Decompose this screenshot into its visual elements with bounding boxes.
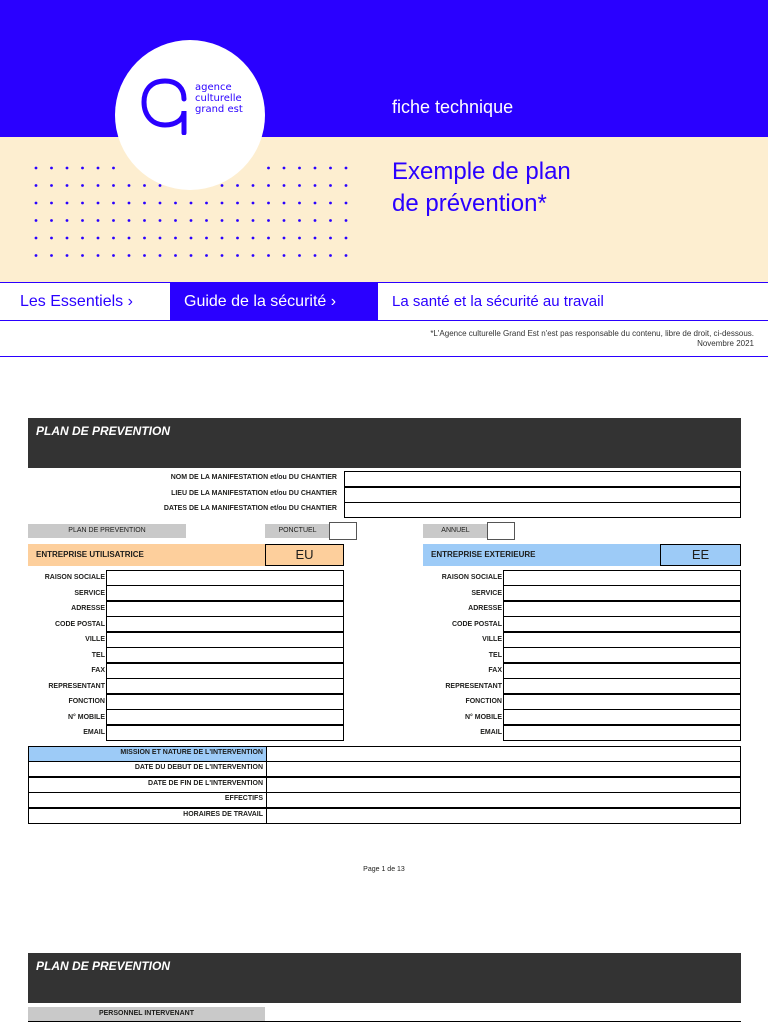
decor-dot <box>283 167 286 170</box>
decor-dot <box>174 219 177 222</box>
decor-dot <box>128 237 131 240</box>
decor-dot <box>35 237 38 240</box>
decor-dot <box>267 202 270 205</box>
title-line: de prévention* <box>392 190 547 217</box>
decor-dot <box>314 184 317 187</box>
decor-dot <box>329 184 332 187</box>
disclaimer <box>430 329 754 349</box>
ee-field-label: EMAIL <box>480 729 502 736</box>
decor-dot <box>81 219 84 222</box>
eu-section-header: ENTREPRISE UTILISATRICE <box>28 544 265 566</box>
decor-dot <box>81 184 84 187</box>
decor-dot <box>221 254 224 257</box>
decor-dot <box>267 254 270 257</box>
eu-representant-field[interactable] <box>106 678 344 694</box>
decor-dot <box>143 219 146 222</box>
decor-dot <box>329 254 332 257</box>
effectifs-field[interactable] <box>266 792 741 808</box>
decor-dot <box>143 184 146 187</box>
breadcrumb-essentiels[interactable]: Les Essentiels › <box>20 293 133 310</box>
decor-dot <box>252 254 255 257</box>
decor-dot <box>50 167 53 170</box>
ee-section-header: ENTREPRISE EXTERIEURE <box>423 544 660 566</box>
decor-dot <box>236 184 239 187</box>
decor-dot <box>50 254 53 257</box>
decor-dot <box>267 184 270 187</box>
decor-dot <box>66 237 69 240</box>
decor-dot <box>205 254 208 257</box>
breadcrumb <box>0 283 768 320</box>
logo-wordmark <box>195 82 243 115</box>
ee-field-label: CODE POSTAL <box>451 621 502 628</box>
ee-raison-sociale-field[interactable] <box>503 570 741 586</box>
decor-dot <box>298 219 301 222</box>
decor-dot <box>252 202 255 205</box>
decor-dot <box>66 202 69 205</box>
decor-dot <box>190 254 193 257</box>
decor-dot <box>329 237 332 240</box>
start-date-label: DATE DU DEBUT DE L'INTERVENTION <box>134 764 263 771</box>
ee-service-field[interactable] <box>503 585 741 601</box>
decor-dot <box>50 237 53 240</box>
decor-dot <box>159 202 162 205</box>
ee-fax-field[interactable] <box>503 663 741 679</box>
eu-fonction-field[interactable] <box>106 694 344 710</box>
eu-field-label: FAX <box>91 667 105 674</box>
mission-field[interactable] <box>266 746 741 762</box>
eu-field-label: N° MOBILE <box>67 714 105 721</box>
ponctuel-label: PONCTUEL <box>265 524 330 538</box>
form-title-2: PLAN DE PREVENTION <box>36 959 171 973</box>
ee-field-label: FONCTION <box>465 698 502 705</box>
eu-field-label: FONCTION <box>68 698 105 705</box>
decor-dot <box>267 167 270 170</box>
decor-dot <box>159 237 162 240</box>
decor-dot <box>50 219 53 222</box>
ee-field-label: SERVICE <box>471 590 502 597</box>
annuel-checkbox[interactable] <box>487 522 515 540</box>
decor-dot <box>267 237 270 240</box>
mission-label: MISSION ET NATURE DE L'INTERVENTION <box>120 749 263 756</box>
effectifs-label: EFFECTIFS <box>224 795 263 802</box>
ee-mobile-field[interactable] <box>503 709 741 725</box>
decor-dot <box>345 167 348 170</box>
ee-field-label: TEL <box>488 652 502 659</box>
decor-dot <box>345 184 348 187</box>
ponctuel-checkbox[interactable] <box>329 522 357 540</box>
decor-dot <box>35 202 38 205</box>
end-date-label-cell <box>28 777 267 793</box>
eu-field-label: CODE POSTAL <box>54 621 105 628</box>
decor-dot <box>236 219 239 222</box>
decor-dot <box>66 184 69 187</box>
decor-dot <box>298 184 301 187</box>
event-place-field[interactable] <box>344 487 741 503</box>
decor-dot <box>159 219 162 222</box>
eu-raison-sociale-field[interactable] <box>106 570 344 586</box>
decor-dot <box>329 202 332 205</box>
decor-dot <box>221 202 224 205</box>
decor-dot <box>128 202 131 205</box>
decor-dot <box>283 237 286 240</box>
hours-field[interactable] <box>266 808 741 824</box>
eu-field-label: RAISON SOCIALE <box>44 574 105 581</box>
start-date-field[interactable] <box>266 761 741 777</box>
decor-dot <box>298 167 301 170</box>
decor-dot <box>128 254 131 257</box>
decor-dot <box>112 184 115 187</box>
decor-dot <box>283 202 286 205</box>
decor-dot <box>314 219 317 222</box>
decor-dot <box>283 254 286 257</box>
decor-dot <box>112 237 115 240</box>
decor-dot <box>112 202 115 205</box>
eu-field-label: TEL <box>91 652 105 659</box>
hours-label-cell <box>28 808 267 824</box>
form-title-bar-2 <box>28 953 741 1003</box>
eu-ville-field[interactable] <box>106 632 344 648</box>
event-dates-field[interactable] <box>344 502 741 518</box>
decor-dot <box>97 237 100 240</box>
decor-dot <box>236 254 239 257</box>
decor-dot <box>50 184 53 187</box>
divider <box>0 136 768 137</box>
decor-dot <box>236 202 239 205</box>
decor-dot <box>128 184 131 187</box>
decor-dot <box>97 167 100 170</box>
eu-field-label: VILLE <box>85 636 105 643</box>
form-title-bar <box>28 418 741 468</box>
decor-dot <box>314 202 317 205</box>
decor-dot <box>35 254 38 257</box>
ee-field-label: ADRESSE <box>468 605 502 612</box>
eu-code-postal-field[interactable] <box>106 616 344 632</box>
ee-tel-field[interactable] <box>503 647 741 663</box>
decor-dot <box>128 219 131 222</box>
ee-ville-field[interactable] <box>503 632 741 648</box>
event-name-field[interactable] <box>344 471 741 487</box>
decor-dot <box>345 254 348 257</box>
decor-dot <box>112 219 115 222</box>
page-title <box>392 156 571 220</box>
ee-field-label: FAX <box>488 667 502 674</box>
decor-dot <box>190 202 193 205</box>
decor-dot <box>283 219 286 222</box>
logo-icon <box>138 75 192 135</box>
breadcrumb-sante-securite[interactable]: La santé et la sécurité au travail <box>392 293 604 310</box>
decor-dot <box>97 184 100 187</box>
logo-line: grand est <box>195 104 243 115</box>
decor-dot <box>298 237 301 240</box>
decor-dot <box>35 219 38 222</box>
decor-dot <box>345 219 348 222</box>
eu-field-label: EMAIL <box>83 729 105 736</box>
ee-field-label: REPRESENTANT <box>445 683 502 690</box>
end-date-field[interactable] <box>266 777 741 793</box>
decor-dot <box>190 219 193 222</box>
decor-dot <box>159 254 162 257</box>
page-number: Page 1 de 13 <box>363 866 405 873</box>
decor-dot <box>66 254 69 257</box>
decor-dot <box>143 254 146 257</box>
eu-mobile-field[interactable] <box>106 709 344 725</box>
decor-dot <box>174 202 177 205</box>
event-name-label: NOM DE LA MANIFESTATION et/ou DU CHANTIER <box>170 474 337 481</box>
annuel-label: ANNUEL <box>423 524 488 538</box>
decor-dot <box>345 202 348 205</box>
decor-dot <box>329 167 332 170</box>
decor-dot <box>174 254 177 257</box>
eu-field-label: SERVICE <box>74 590 105 597</box>
decor-dot <box>112 167 115 170</box>
decor-dot <box>252 184 255 187</box>
ee-field-label: VILLE <box>482 636 502 643</box>
decor-dot <box>174 237 177 240</box>
ee-fonction-field[interactable] <box>503 694 741 710</box>
divider <box>0 356 768 357</box>
decor-dot <box>205 202 208 205</box>
ee-code: EE <box>660 544 741 566</box>
start-date-label-cell <box>28 761 267 777</box>
decor-dot <box>205 237 208 240</box>
logo-line: culturelle <box>195 93 242 104</box>
divider <box>0 320 768 321</box>
decor-dot <box>81 202 84 205</box>
eu-service-field[interactable] <box>106 585 344 601</box>
decor-dot <box>143 237 146 240</box>
decor-dot <box>81 237 84 240</box>
decor-dot <box>97 254 100 257</box>
logo-line: agence <box>195 82 232 93</box>
publication-date: Novembre 2021 <box>697 339 754 348</box>
personnel-header: PERSONNEL INTERVENANT <box>28 1007 265 1021</box>
decor-dot <box>35 184 38 187</box>
breadcrumb-guide-securite[interactable]: Guide de la sécurité › <box>170 283 378 320</box>
decor-dot <box>252 219 255 222</box>
decor-dot <box>314 254 317 257</box>
disclaimer-text: *L'Agence culturelle Grand Est n'est pas responsable du contenu, libre de droit, ci-dessous. <box>430 329 754 338</box>
end-date-label: DATE DE FIN DE L'INTERVENTION <box>148 780 263 787</box>
doc-type: fiche technique <box>392 97 514 117</box>
ee-field-label: N° MOBILE <box>464 714 502 721</box>
eu-email-field[interactable] <box>106 725 344 741</box>
ee-email-field[interactable] <box>503 725 741 741</box>
event-place-label: LIEU DE LA MANIFESTATION et/ou DU CHANTIER <box>171 490 337 497</box>
ee-adresse-field[interactable] <box>503 601 741 617</box>
decor-dot <box>221 184 224 187</box>
eu-adresse-field[interactable] <box>106 601 344 617</box>
decor-dot <box>314 167 317 170</box>
decor-dot <box>298 202 301 205</box>
decor-dot <box>112 254 115 257</box>
eu-field-label: REPRESENTANT <box>48 683 105 690</box>
decor-dot <box>97 219 100 222</box>
effectifs-label-cell <box>28 792 267 808</box>
title-line: Exemple de plan <box>392 158 571 185</box>
ee-code-postal-field[interactable] <box>503 616 741 632</box>
decor-dot <box>252 237 255 240</box>
decor-dot <box>221 219 224 222</box>
plan-type-label: PLAN DE PREVENTION <box>28 524 186 538</box>
ee-representant-field[interactable] <box>503 678 741 694</box>
decor-dot <box>314 237 317 240</box>
decor-dot <box>205 219 208 222</box>
decor-dot <box>81 167 84 170</box>
eu-field-label: ADRESSE <box>71 605 105 612</box>
decor-dot <box>345 237 348 240</box>
decor-dot <box>298 254 301 257</box>
form-title: PLAN DE PREVENTION <box>36 424 171 438</box>
decor-dot <box>221 237 224 240</box>
eu-code: EU <box>265 544 344 566</box>
mission-label-cell <box>28 746 267 762</box>
decor-dot <box>267 219 270 222</box>
decor-dot <box>329 219 332 222</box>
event-dates-label: DATES DE LA MANIFESTATION et/ou DU CHANTIER <box>163 505 337 512</box>
hours-label: HORAIRES DE TRAVAIL <box>183 811 263 818</box>
decor-dot <box>66 167 69 170</box>
decor-dot <box>66 219 69 222</box>
decor-dot <box>97 202 100 205</box>
eu-fax-field[interactable] <box>106 663 344 679</box>
ee-field-label: RAISON SOCIALE <box>441 574 502 581</box>
decor-dot <box>283 184 286 187</box>
decor-dot <box>35 167 38 170</box>
eu-tel-field[interactable] <box>106 647 344 663</box>
decor-dot <box>143 202 146 205</box>
decor-dot <box>236 237 239 240</box>
decor-dot <box>190 237 193 240</box>
decor-dot <box>81 254 84 257</box>
decor-dot <box>50 202 53 205</box>
